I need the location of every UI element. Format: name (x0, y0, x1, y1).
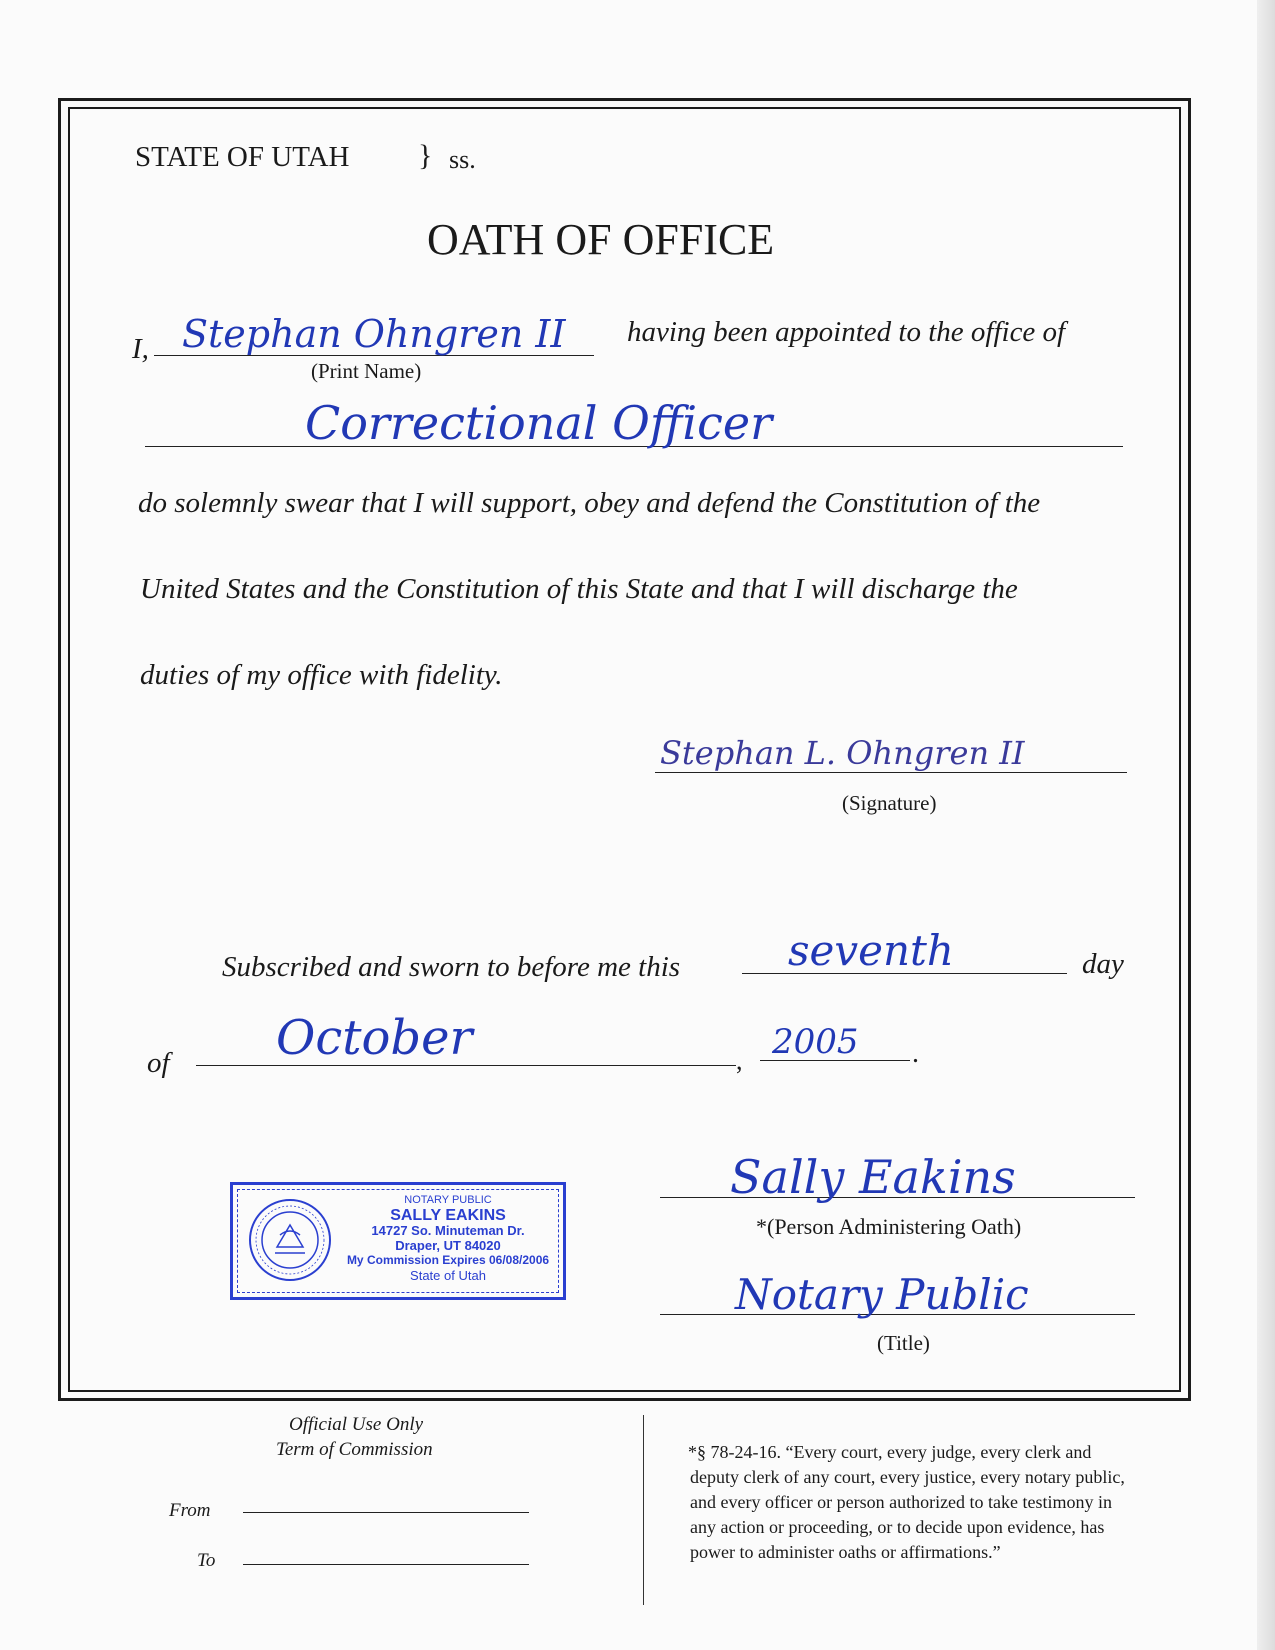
from-label: From (169, 1500, 211, 1521)
month-handwriting: October (276, 1010, 473, 1066)
title-caption: (Title) (877, 1331, 930, 1355)
office-handwriting: Correctional Officer (305, 396, 773, 450)
oath-body-line-2: United States and the Constitution of this State and that I will discharge the (140, 573, 1018, 605)
state-label: STATE OF UTAH (135, 141, 350, 173)
stamp-line-3: 14727 So. Minuteman Dr. (371, 1223, 525, 1238)
comma: , (736, 1046, 743, 1075)
appointed-text: having been appointed to the office of (627, 316, 1066, 348)
footnote-line-3: and every officer or person authorized to take testimony in (690, 1492, 1113, 1512)
year-handwriting: 2005 (772, 1022, 859, 1062)
period: . (912, 1038, 919, 1069)
to-label: To (197, 1550, 216, 1571)
official-use-heading: Official Use Only (289, 1414, 424, 1435)
day-label: day (1082, 948, 1124, 980)
administrator-caption: *(Person Administering Oath) (756, 1214, 1022, 1239)
stamp-line-2: SALLY EAKINS (390, 1207, 506, 1224)
document-title: OATH OF OFFICE (427, 215, 775, 264)
pronoun-i: I, (132, 333, 149, 365)
from-line (243, 1512, 529, 1513)
stamp-text (343, 1193, 553, 1283)
notary-stamp (230, 1182, 566, 1300)
title-handwriting: Notary Public (735, 1270, 1029, 1319)
bracket-symbol: } (418, 139, 433, 172)
state-seal-icon (247, 1197, 333, 1283)
stamp-line-5: My Commission Expires 06/08/2006 (346, 1253, 550, 1267)
page-edge (1257, 0, 1275, 1650)
signature-line (655, 772, 1127, 773)
oath-body-line-3: duties of my office with fidelity. (140, 659, 503, 691)
term-of-commission-heading: Term of Commission (276, 1439, 433, 1460)
print-name-caption: (Print Name) (311, 359, 422, 383)
oath-body-line-1: do solemnly swear that I will support, obey and defend the Constitution of the (138, 487, 1041, 519)
footnote-line-4: any action or proceeding, or to decide upon evidence, has (690, 1517, 1105, 1537)
footer-divider (643, 1415, 644, 1605)
sworn-text: Subscribed and sworn to before me this (222, 951, 681, 983)
footnote-line-5: power to administer oaths or affirmations.” (690, 1542, 1001, 1562)
of-label: of (147, 1047, 170, 1079)
signature-handwriting: Stephan L. Ohngren II (660, 734, 1025, 772)
stamp-line-6: State of Utah (410, 1268, 486, 1283)
print-name-handwriting: Stephan Ohngren II (182, 312, 566, 356)
signature-caption: (Signature) (842, 791, 937, 815)
stamp-line-1: NOTARY PUBLIC (404, 1194, 492, 1206)
stamp-line-4: Draper, UT 84020 (395, 1238, 501, 1253)
day-handwriting: seventh (788, 926, 954, 975)
ss-label: ss. (449, 145, 476, 174)
administrator-signature-handwriting: Sally Eakins (730, 1150, 1016, 1204)
footnote-line-2: deputy clerk of any court, every justice, every notary public, (690, 1467, 1125, 1487)
to-line (243, 1564, 529, 1565)
footnote-line-1: *§ 78-24-16. “Every court, every judge, every clerk and (688, 1442, 1092, 1462)
